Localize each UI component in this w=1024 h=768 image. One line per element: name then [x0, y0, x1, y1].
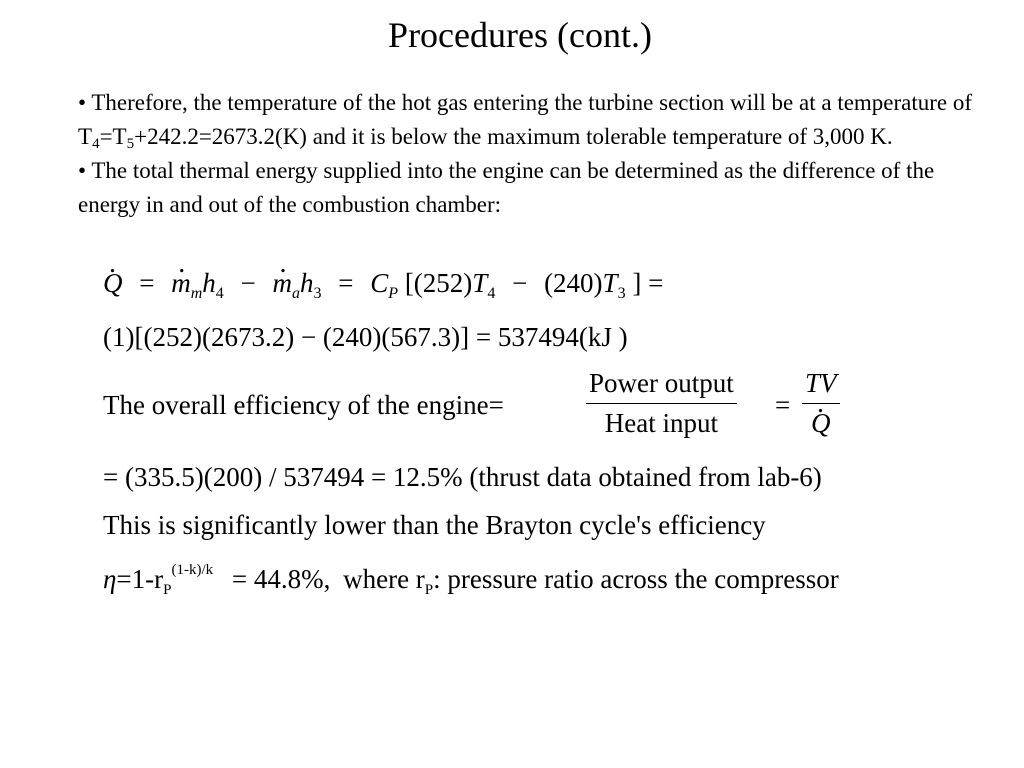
fraction-power-heat	[586, 368, 737, 439]
equals-sign: =	[775, 390, 791, 420]
bullet-list	[78, 86, 978, 222]
equation-text: =1-r	[116, 564, 164, 594]
equation-efficiency-value: = (335.5)(200) / 537494 = 12.5% (thrust data obtained from lab-6)	[103, 462, 822, 492]
fraction-numerator: Power output	[586, 368, 737, 404]
equation-text: ] =	[632, 268, 664, 298]
fraction-tv-q	[802, 368, 840, 439]
q-dot-symbol: . Q	[103, 268, 123, 299]
bullet-text: +242.2=2673.2(K) and it is below the maximum tolerable temperature of 3,000 K.	[134, 124, 893, 149]
subscript: 3	[617, 285, 626, 302]
eta-symbol: η	[103, 564, 117, 594]
bullet-thermal-energy: • The total thermal energy supplied into the engine can be determined as the difference of the energy in and out of the combustion chamber:	[78, 158, 935, 217]
comparison-text: This is significantly lower than the Brayton cycle's efficiency	[103, 510, 766, 540]
bullet-text: =T	[99, 124, 127, 149]
equals-sign: =	[338, 268, 354, 298]
equation-heat-value: (1)[(252)(2673.2) − (240)(567.3)] = 537494(kJ )	[103, 322, 628, 352]
subscript: 4	[215, 285, 224, 302]
tv-symbol: TV	[805, 368, 837, 398]
bullet-turbine-temperature	[78, 86, 978, 154]
equation-text: (240)	[544, 268, 603, 298]
m-dot-symbol: . m	[171, 268, 191, 299]
subscript: a	[292, 285, 301, 302]
fraction-denominator: Heat input	[604, 408, 718, 438]
h-symbol: h	[300, 268, 314, 298]
t-symbol: T	[602, 268, 618, 298]
subscript: 4	[487, 285, 496, 302]
subscript: P	[424, 582, 434, 598]
subscript: 5	[126, 136, 135, 152]
subscript: 4	[92, 136, 100, 152]
bullet-text: • Therefore, the temperature of the hot gas entering the turbine section will be at a temperature of T	[78, 90, 973, 149]
subscript: m	[190, 285, 203, 302]
efficiency-label: The overall efficiency of the engine=	[103, 390, 504, 420]
equation-text: where r	[343, 564, 425, 594]
minus-sign: −	[240, 268, 256, 298]
fraction-denominator	[802, 404, 840, 439]
superscript: (1-k)/k	[171, 562, 214, 578]
subscript: 3	[313, 285, 322, 302]
m-dot-symbol: . m	[273, 268, 293, 299]
equation-text: = 44.8%,	[231, 564, 331, 594]
h-symbol: h	[202, 268, 216, 298]
equation-text: : pressure ratio across the compressor	[433, 564, 839, 594]
q-dot-symbol: . Q	[811, 408, 831, 439]
subscript: P	[163, 582, 172, 598]
equals-sign: =	[139, 268, 155, 298]
subscript: P	[388, 285, 399, 302]
equation-heat-input	[103, 268, 664, 302]
t-symbol: T	[472, 268, 488, 298]
equation-text: [(252)	[404, 268, 473, 298]
cp-symbol: C	[370, 268, 389, 298]
slide-title: Procedures (cont.)	[388, 15, 652, 55]
equation-brayton	[103, 562, 839, 598]
minus-sign: −	[512, 268, 528, 298]
